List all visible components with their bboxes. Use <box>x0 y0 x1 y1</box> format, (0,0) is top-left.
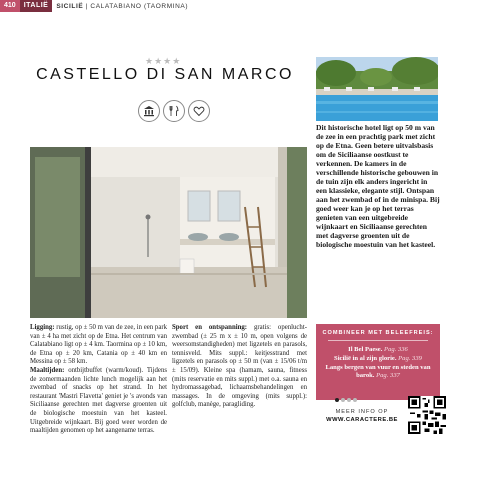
dot <box>341 398 345 402</box>
breadcrumb-separator: | <box>83 2 91 10</box>
sport-text <box>172 324 307 410</box>
ligging-text: rustig, op ± 50 m van de zee, in een park van ± 4 ha met zicht op de Etna. Het centrum van Calatabiano ligt op ± 4 km. Taormina op ± 10 km, de Etna op ± 20 km, Catania op ± 40 km en Messina op ± 58 km. <box>30 324 167 366</box>
dot <box>335 398 339 402</box>
page-header <box>0 0 480 12</box>
museum-icon <box>138 100 160 122</box>
region-label: SICILIË <box>56 2 84 10</box>
page-dots <box>335 398 357 402</box>
combine-heading: COMBINEER MET BELEEFREIS: <box>322 330 434 336</box>
more-info-label: MEER INFO OP <box>335 409 389 415</box>
location-label: CALATABIANO (TAORMINA) <box>90 2 189 10</box>
fork-knife-icon <box>163 100 185 122</box>
ligging-label: Ligging: <box>30 324 55 331</box>
location-meals-text <box>30 324 167 436</box>
heart-icon <box>188 100 210 122</box>
combine-item[interactable]: Sicilië in al zijn glorie. Pag. 339 <box>334 355 422 362</box>
combine-item[interactable]: Langs bergen van vuur en steden van barok. Pag. 337 <box>325 364 431 379</box>
sport-body: gratis: openlucht-zwembad (± 25 m x ± 10 m, open volgens de weersomstandigheden) met ligzetels en parasols, tennisveld. Mits suppl.: keitjesstrand met ligzetels en parasols op ± 50 m (van ± 15/06 t/m ± 15/09). Kleine spa (hamam, sauna, fitness (mits reservatie en mits suppl.) met o.a. sauna en hydromassagebad, lichaamsbehandelingen en massages. In de omgeving (mits suppl.): golfclub, manège, paragliding. <box>172 324 307 409</box>
hotel-pool-photo <box>316 57 438 121</box>
combine-divider <box>328 340 428 341</box>
dot <box>353 398 357 402</box>
website-link[interactable]: WWW.CARACTERE.BE <box>326 417 398 423</box>
page-title: CASTELLO DI SAN MARCO <box>36 66 294 83</box>
sport-label: Sport en ontspanning: <box>172 324 248 331</box>
combine-trips-box <box>316 324 440 400</box>
page-number: 410 <box>0 0 20 12</box>
bathroom-photo <box>30 147 307 318</box>
combine-item[interactable]: Il Bel Paese. Pag. 336 <box>348 346 408 353</box>
qr-code-icon[interactable] <box>408 396 446 434</box>
star-rating: ★★★★ <box>145 56 182 66</box>
maaltijden-text: ontbijtbuffet (warm/koud). Tijdens de zomermaanden lichte lunch mogelijk aan het zwembad of snacks op het strand. In het restaurant 'Mastri Flavetta' geniet je 's avonds van Siciliaanse gerechten met dagverse groenten uit de biologische moestuin van het kasteel. Uitgebreide wijnkaart. Bij goed weer worden de maaltijden genomen op het aangename terras. <box>30 366 167 435</box>
intro-text: Dit historische hotel ligt op 50 m van de zee in een prachtig park met zicht op de Etna. Geen betere uitvalsbasis om de Siciliaanse oostkust te verkennen. De kamers in de verschillende historische gebouwen in de tuin zijn elk anders ingericht in een klassieke, elegante stijl. Ontspan aan het zwembad of in de minispa. Bij goed weer kan je op het terras genieten van een uitgebreide wijnkaart en Siciliaanse gerechten met dagverse groenten uit de biologische moestuin van het kasteel. <box>316 123 440 249</box>
country-label: ITALIË <box>20 0 53 12</box>
breadcrumb <box>56 3 188 10</box>
dot <box>347 398 351 402</box>
feature-icons <box>138 100 210 122</box>
maaltijden-label: Maaltijden: <box>30 366 65 374</box>
